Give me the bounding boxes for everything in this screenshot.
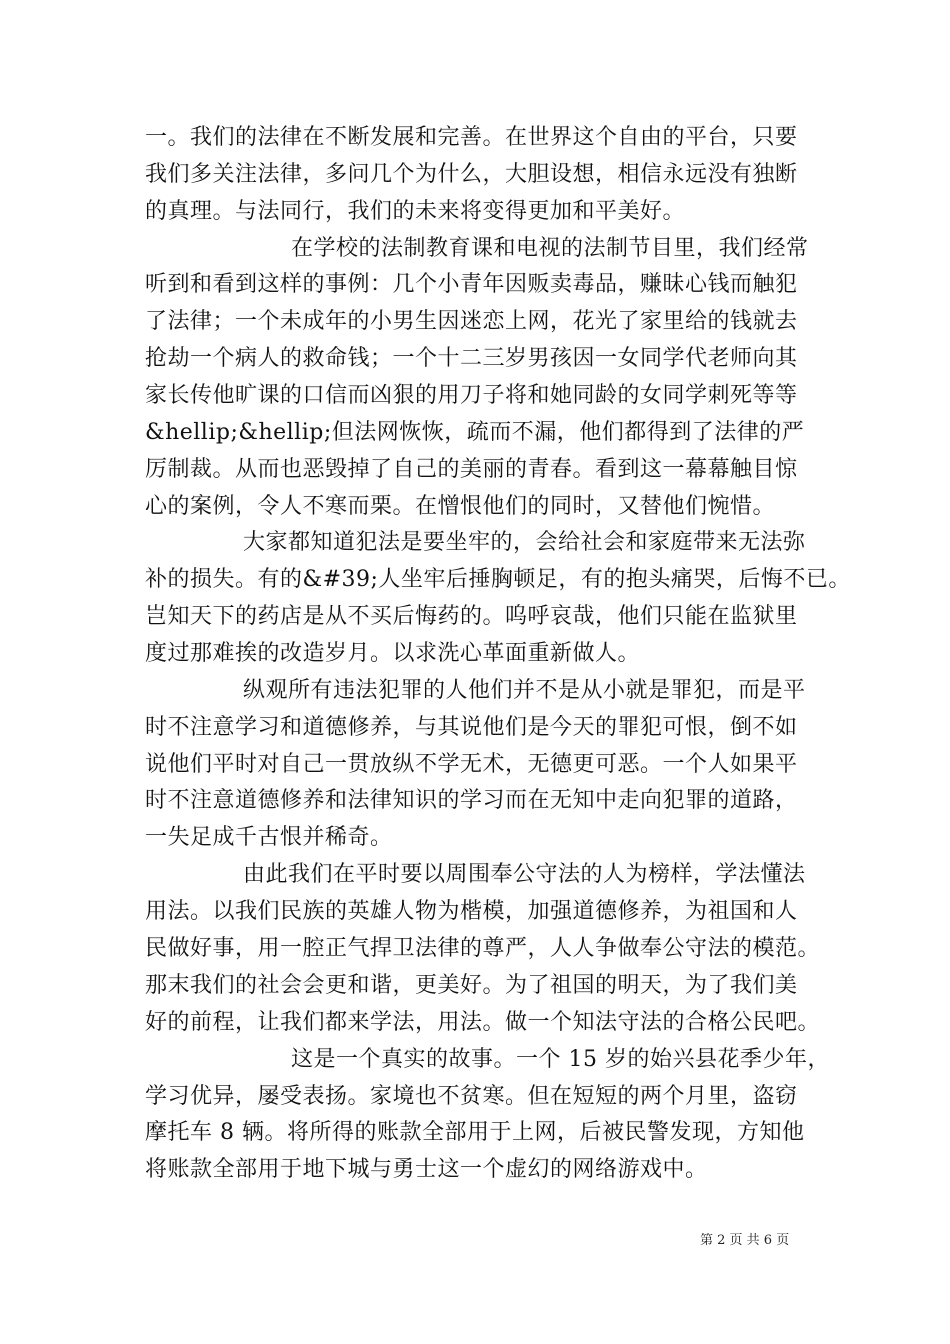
text-line: 的真理。与法同行，我们的未来将变得更加和平美好。 xyxy=(145,199,686,224)
text-line: 说他们平时对自己一贯放纵不学无术，无德更可恶。一个人如果平 xyxy=(145,752,798,777)
text-line: 将账款全部用于地下城与勇士这一个虚幻的网络游戏中。 xyxy=(145,1157,708,1182)
text-line: 抢劫一个病人的救命钱；一个十二三岁男孩因一女同学代老师向其 xyxy=(145,346,798,371)
text-line: 了法律；一个未成年的小男生因迷恋上网，花光了家里给的钱就去 xyxy=(145,309,798,334)
text-line: 民做好事，用一腔正气捍卫法律的尊严，人人争做奉公守法的模范。 xyxy=(145,936,821,961)
text-line: 纵观所有违法犯罪的人他们并不是从小就是罪犯，而是平 xyxy=(243,678,806,703)
text-line: 用法。以我们民族的英雄人物为楷模，加强道德修养，为祖国和人 xyxy=(145,899,798,924)
text-line: 岂知天下的药店是从不买后悔药的。呜呼哀哉，他们只能在监狱里 xyxy=(145,604,798,629)
text-line: 家长传他旷课的口信而凶狠的用刀子将和她同龄的女同学刺死等等 xyxy=(145,383,798,408)
text-line: &hellip;&hellip;但法网恢恢，疏而不漏，他们都得到了法律的严 xyxy=(145,420,805,445)
page-number-footer: 第 2 页 共 6 页 xyxy=(700,1233,790,1248)
text-line: 度过那难挨的改造岁月。以求洗心革面重新做人。 xyxy=(145,641,641,666)
text-line: 由此我们在平时要以周围奉公守法的人为榜样，学法懂法 xyxy=(243,862,806,887)
text-line: 心的案例，令人不寒而栗。在憎恨他们的同时，又替他们惋惜。 xyxy=(145,494,776,519)
text-line: 摩托车 8 辆。将所得的账款全部用于上网，后被民警发现，方知他 xyxy=(145,1120,805,1145)
text-line: 我们多关注法律，多问几个为什么，大胆设想，相信永远没有独断 xyxy=(145,162,798,187)
text-line: 这是一个真实的故事。一个 15 岁的始兴县花季少年， xyxy=(291,1047,830,1072)
text-line: 听到和看到这样的事例：几个小青年因贩卖毒品，赚昧心钱而触犯 xyxy=(145,272,798,297)
text-line: 时不注意学习和道德修养，与其说他们是今天的罪犯可恨，倒不如 xyxy=(145,715,798,740)
text-line: 时不注意道德修养和法律知识的学习而在无知中走向犯罪的道路， xyxy=(145,788,798,813)
text-line: 一。我们的法律在不断发展和完善。在世界这个自由的平台，只要 xyxy=(145,125,798,150)
text-line: 那末我们的社会会更和谐，更美好。为了祖国的明天，为了我们美 xyxy=(145,973,798,998)
text-line: 在学校的法制教育课和电视的法制节目里，我们经常 xyxy=(291,236,809,261)
text-line: 大家都知道犯法是要坐牢的，会给社会和家庭带来无法弥 xyxy=(243,530,806,555)
text-line: 好的前程，让我们都来学法，用法。做一个知法守法的合格公民吧。 xyxy=(145,1010,821,1035)
text-line: 厉制裁。从而也恶毁掉了自己的美丽的青春。看到这一幕幕触目惊 xyxy=(145,457,798,482)
text-line: 学习优异，屡受表扬。家境也不贫寒。但在短短的两个月里，盗窃 xyxy=(145,1084,798,1109)
text-line: 一失足成千古恨并稀奇。 xyxy=(145,825,393,850)
text-line: 补的损失。有的&#39;人坐牢后捶胸顿足，有的抱头痛哭，后悔不已。 xyxy=(145,567,851,592)
